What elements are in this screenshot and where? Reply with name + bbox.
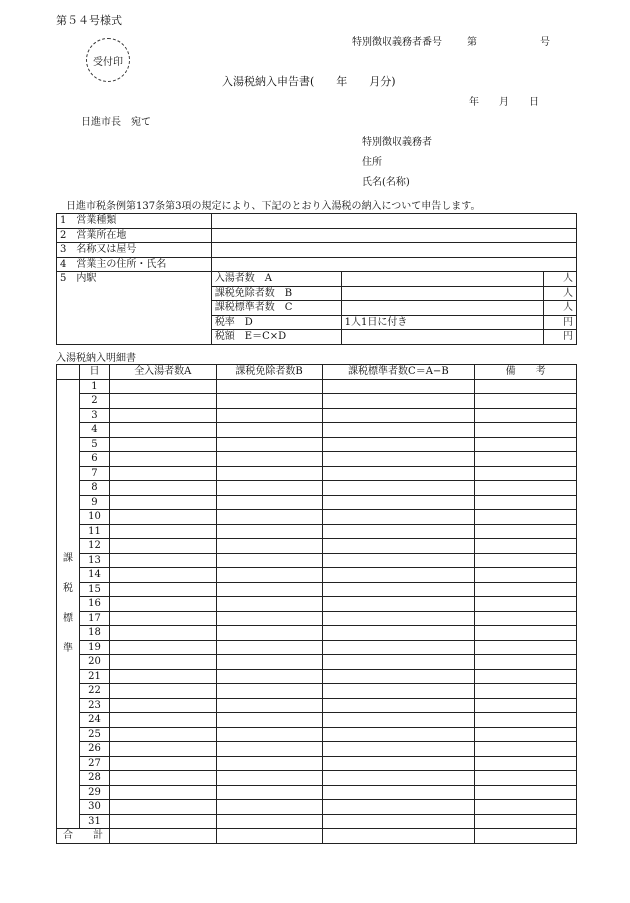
column-header: 全入湯者数A bbox=[109, 365, 216, 380]
day-number: 21 bbox=[79, 669, 109, 684]
day-value-cell[interactable] bbox=[475, 771, 577, 786]
day-row bbox=[57, 611, 577, 626]
day-value-cell[interactable] bbox=[322, 698, 475, 713]
day-row bbox=[57, 510, 577, 525]
day-row bbox=[57, 408, 577, 423]
day-value-cell[interactable] bbox=[216, 408, 322, 423]
day-value-cell[interactable] bbox=[216, 466, 322, 481]
day-value-cell[interactable] bbox=[216, 640, 322, 655]
day-value-cell[interactable] bbox=[109, 785, 216, 800]
total-value-cell[interactable] bbox=[109, 829, 216, 844]
day-value-cell[interactable] bbox=[109, 640, 216, 655]
day-number: 9 bbox=[79, 495, 109, 510]
collector-number-suffix: 号 bbox=[540, 37, 550, 48]
day-value-cell[interactable] bbox=[322, 379, 475, 394]
day-value-cell[interactable] bbox=[216, 727, 322, 742]
day-value-cell[interactable] bbox=[475, 669, 577, 684]
day-value-cell[interactable] bbox=[475, 408, 577, 423]
breakdown-note[interactable] bbox=[341, 272, 543, 287]
day-value-cell[interactable] bbox=[475, 756, 577, 771]
day-number: 1 bbox=[79, 379, 109, 394]
column-header: 日 bbox=[79, 365, 109, 380]
day-value-cell[interactable] bbox=[322, 452, 475, 467]
breakdown-unit: 円 bbox=[544, 330, 577, 345]
column-header: 備 考 bbox=[475, 365, 577, 380]
summary-row bbox=[57, 243, 577, 258]
summary-table bbox=[56, 213, 577, 345]
day-value-cell[interactable] bbox=[475, 568, 577, 583]
day-row bbox=[57, 452, 577, 467]
day-number: 30 bbox=[79, 800, 109, 815]
breakdown-unit: 人 bbox=[544, 272, 577, 287]
day-value-cell[interactable] bbox=[475, 553, 577, 568]
day-value-cell[interactable] bbox=[322, 481, 475, 496]
side-label-char: 準 bbox=[62, 642, 73, 654]
day-number: 19 bbox=[79, 640, 109, 655]
day-row bbox=[57, 713, 577, 728]
total-row bbox=[57, 829, 577, 844]
form-title: 入湯税納入申告書( 年 月分) bbox=[222, 75, 396, 88]
day-value-cell[interactable] bbox=[475, 597, 577, 612]
day-number: 5 bbox=[79, 437, 109, 452]
day-row bbox=[57, 466, 577, 481]
day-value-cell[interactable] bbox=[322, 408, 475, 423]
day-value-cell[interactable] bbox=[475, 524, 577, 539]
day-number: 16 bbox=[79, 597, 109, 612]
day-number: 11 bbox=[79, 524, 109, 539]
day-value-cell[interactable] bbox=[216, 800, 322, 815]
day-value-cell[interactable] bbox=[475, 785, 577, 800]
day-value-cell[interactable] bbox=[216, 437, 322, 452]
detail-title: 入湯税納入明細書 bbox=[56, 353, 136, 364]
summary-value-field[interactable] bbox=[211, 214, 576, 229]
day-value-cell[interactable] bbox=[322, 466, 475, 481]
summary-value-field[interactable] bbox=[211, 257, 576, 272]
day-row bbox=[57, 597, 577, 612]
day-value-cell[interactable] bbox=[475, 800, 577, 815]
day-value-cell[interactable] bbox=[475, 437, 577, 452]
day-number: 3 bbox=[79, 408, 109, 423]
total-label: 合 計 bbox=[57, 829, 110, 844]
day-value-cell[interactable] bbox=[475, 582, 577, 597]
day-number: 10 bbox=[79, 510, 109, 525]
day-value-cell[interactable] bbox=[216, 814, 322, 829]
summary-row bbox=[57, 228, 577, 243]
day-row bbox=[57, 785, 577, 800]
breakdown-unit: 人 bbox=[544, 286, 577, 301]
breakdown-note[interactable] bbox=[341, 286, 543, 301]
day-value-cell[interactable] bbox=[322, 510, 475, 525]
day-value-cell[interactable] bbox=[109, 408, 216, 423]
day-value-cell[interactable] bbox=[216, 742, 322, 757]
summary-label bbox=[57, 257, 212, 272]
day-value-cell[interactable] bbox=[322, 394, 475, 409]
day-value-cell[interactable] bbox=[475, 742, 577, 757]
day-value-cell[interactable] bbox=[475, 510, 577, 525]
day-number: 8 bbox=[79, 481, 109, 496]
day-value-cell[interactable] bbox=[322, 684, 475, 699]
day-value-cell[interactable] bbox=[216, 698, 322, 713]
day-value-cell[interactable] bbox=[216, 597, 322, 612]
day-value-cell[interactable] bbox=[475, 394, 577, 409]
day-value-cell[interactable] bbox=[109, 611, 216, 626]
day-row bbox=[57, 684, 577, 699]
day-row bbox=[57, 394, 577, 409]
day-value-cell[interactable] bbox=[216, 785, 322, 800]
date-line: 年 月 日 bbox=[469, 97, 539, 108]
day-number: 31 bbox=[79, 814, 109, 829]
day-number: 12 bbox=[79, 539, 109, 554]
day-value-cell[interactable] bbox=[216, 655, 322, 670]
day-row bbox=[57, 524, 577, 539]
detail-table bbox=[56, 364, 577, 844]
day-value-cell[interactable] bbox=[216, 495, 322, 510]
row-number: 2 bbox=[60, 229, 67, 241]
day-number: 24 bbox=[79, 713, 109, 728]
form-number: 第５４号様式 bbox=[56, 14, 122, 27]
day-value-cell[interactable] bbox=[216, 452, 322, 467]
summary-value-field[interactable] bbox=[211, 228, 576, 243]
day-number: 26 bbox=[79, 742, 109, 757]
day-value-cell[interactable] bbox=[322, 437, 475, 452]
day-value-cell[interactable] bbox=[109, 771, 216, 786]
summary-label bbox=[57, 228, 212, 243]
day-value-cell[interactable] bbox=[322, 423, 475, 438]
day-value-cell[interactable] bbox=[109, 626, 216, 641]
breakdown-unit: 人 bbox=[544, 301, 577, 316]
day-value-cell[interactable] bbox=[475, 611, 577, 626]
day-value-cell[interactable] bbox=[322, 669, 475, 684]
day-value-cell[interactable] bbox=[322, 539, 475, 554]
summary-label bbox=[57, 214, 212, 229]
summary-label bbox=[57, 272, 212, 345]
day-number: 28 bbox=[79, 771, 109, 786]
day-number: 15 bbox=[79, 582, 109, 597]
day-value-cell[interactable] bbox=[322, 524, 475, 539]
day-value-cell[interactable] bbox=[322, 771, 475, 786]
side-header-cell bbox=[57, 365, 80, 380]
day-value-cell[interactable] bbox=[216, 423, 322, 438]
day-value-cell[interactable] bbox=[109, 379, 216, 394]
total-value-cell[interactable] bbox=[322, 829, 475, 844]
day-row bbox=[57, 582, 577, 597]
day-value-cell[interactable] bbox=[475, 539, 577, 554]
day-value-cell[interactable] bbox=[216, 481, 322, 496]
day-row bbox=[57, 800, 577, 815]
day-row bbox=[57, 481, 577, 496]
day-value-cell[interactable] bbox=[109, 698, 216, 713]
day-row bbox=[57, 655, 577, 670]
day-row bbox=[57, 640, 577, 655]
day-value-cell[interactable] bbox=[216, 539, 322, 554]
day-number: 27 bbox=[79, 756, 109, 771]
day-value-cell[interactable] bbox=[475, 466, 577, 481]
day-row bbox=[57, 539, 577, 554]
day-value-cell[interactable] bbox=[322, 640, 475, 655]
breakdown-label: 課税免除者数 B bbox=[211, 286, 341, 301]
day-number: 18 bbox=[79, 626, 109, 641]
day-value-cell[interactable] bbox=[322, 582, 475, 597]
row-label: 営業種類 bbox=[76, 215, 117, 227]
day-value-cell[interactable] bbox=[109, 495, 216, 510]
summary-row bbox=[57, 257, 577, 272]
day-value-cell[interactable] bbox=[475, 481, 577, 496]
day-row bbox=[57, 379, 577, 394]
day-value-cell[interactable] bbox=[216, 626, 322, 641]
day-number: 13 bbox=[79, 553, 109, 568]
row-label: 営業所在地 bbox=[76, 229, 127, 241]
day-value-cell[interactable] bbox=[216, 379, 322, 394]
day-value-cell[interactable] bbox=[475, 452, 577, 467]
row-number: 1 bbox=[60, 215, 67, 227]
day-value-cell[interactable] bbox=[322, 553, 475, 568]
day-value-cell[interactable] bbox=[322, 568, 475, 583]
column-header: 課税免除者数B bbox=[216, 365, 322, 380]
day-value-cell[interactable] bbox=[475, 423, 577, 438]
day-number: 22 bbox=[79, 684, 109, 699]
collector-label: 特別徴収義務者 bbox=[362, 137, 432, 148]
day-value-cell[interactable] bbox=[475, 379, 577, 394]
row-label: 名称又は屋号 bbox=[76, 244, 137, 256]
day-value-cell[interactable] bbox=[322, 800, 475, 815]
breakdown-label: 課税標準者数 C bbox=[211, 301, 341, 316]
day-value-cell[interactable] bbox=[109, 510, 216, 525]
day-value-cell[interactable] bbox=[109, 452, 216, 467]
day-value-cell[interactable] bbox=[322, 611, 475, 626]
day-value-cell[interactable] bbox=[216, 510, 322, 525]
day-value-cell[interactable] bbox=[109, 466, 216, 481]
day-value-cell[interactable] bbox=[475, 684, 577, 699]
day-value-cell[interactable] bbox=[322, 814, 475, 829]
day-number: 6 bbox=[79, 452, 109, 467]
day-value-cell[interactable] bbox=[322, 785, 475, 800]
day-value-cell[interactable] bbox=[109, 524, 216, 539]
receipt-stamp bbox=[86, 38, 130, 82]
day-value-cell[interactable] bbox=[216, 568, 322, 583]
day-number: 25 bbox=[79, 727, 109, 742]
day-value-cell[interactable] bbox=[109, 437, 216, 452]
day-value-cell[interactable] bbox=[322, 742, 475, 757]
day-row bbox=[57, 553, 577, 568]
day-number: 23 bbox=[79, 698, 109, 713]
breakdown-note[interactable] bbox=[341, 301, 543, 316]
day-value-cell[interactable] bbox=[322, 626, 475, 641]
collector-address-label: 住所 bbox=[362, 157, 382, 168]
side-label bbox=[57, 379, 80, 829]
day-number: 2 bbox=[79, 394, 109, 409]
total-value-cell[interactable] bbox=[475, 829, 577, 844]
row-label: 営業主の住所・氏名 bbox=[76, 258, 167, 270]
day-value-cell[interactable] bbox=[322, 713, 475, 728]
row-label: 内駅 bbox=[76, 273, 97, 284]
detail-header-row bbox=[57, 365, 577, 380]
side-label-char: 標 bbox=[62, 612, 73, 624]
day-value-cell[interactable] bbox=[109, 423, 216, 438]
side-label-char: 税 bbox=[62, 582, 73, 594]
day-value-cell[interactable] bbox=[109, 481, 216, 496]
day-value-cell[interactable] bbox=[216, 582, 322, 597]
day-value-cell[interactable] bbox=[216, 524, 322, 539]
day-value-cell[interactable] bbox=[322, 597, 475, 612]
day-row bbox=[57, 437, 577, 452]
collector-name-label: 氏名(名称) bbox=[362, 177, 410, 188]
day-value-cell[interactable] bbox=[216, 756, 322, 771]
day-value-cell[interactable] bbox=[322, 655, 475, 670]
breakdown-note[interactable] bbox=[341, 330, 543, 345]
day-value-cell[interactable] bbox=[109, 800, 216, 815]
day-row bbox=[57, 568, 577, 583]
day-value-cell[interactable] bbox=[109, 684, 216, 699]
day-value-cell[interactable] bbox=[322, 727, 475, 742]
breakdown-label: 税率 D bbox=[211, 315, 341, 330]
receipt-stamp-label: 受付印 bbox=[93, 56, 123, 68]
day-number: 20 bbox=[79, 655, 109, 670]
day-value-cell[interactable] bbox=[216, 394, 322, 409]
day-number: 4 bbox=[79, 423, 109, 438]
breakdown-unit: 円 bbox=[544, 315, 577, 330]
day-value-cell[interactable] bbox=[322, 495, 475, 510]
day-row bbox=[57, 626, 577, 641]
day-value-cell[interactable] bbox=[109, 727, 216, 742]
breakdown-label: 税額 E＝C×D bbox=[211, 330, 341, 345]
day-value-cell[interactable] bbox=[475, 727, 577, 742]
day-value-cell[interactable] bbox=[109, 669, 216, 684]
statement: 日進市税条例第137条第3項の規定により、下記のとおり入湯税の納入について申告します。 bbox=[66, 201, 481, 212]
day-value-cell[interactable] bbox=[109, 539, 216, 554]
breakdown-label: 入湯者数 A bbox=[211, 272, 341, 287]
day-value-cell[interactable] bbox=[475, 698, 577, 713]
day-value-cell[interactable] bbox=[475, 626, 577, 641]
day-value-cell[interactable] bbox=[216, 771, 322, 786]
breakdown-row bbox=[57, 272, 577, 287]
day-value-cell[interactable] bbox=[475, 713, 577, 728]
breakdown-note[interactable]: 1人1日に付き bbox=[341, 315, 543, 330]
day-value-cell[interactable] bbox=[475, 640, 577, 655]
day-value-cell[interactable] bbox=[109, 655, 216, 670]
day-value-cell[interactable] bbox=[216, 713, 322, 728]
collector-number-label: 特別徴収義務者番号 bbox=[352, 37, 442, 48]
day-row bbox=[57, 771, 577, 786]
day-row bbox=[57, 756, 577, 771]
day-number: 17 bbox=[79, 611, 109, 626]
day-row bbox=[57, 698, 577, 713]
day-row bbox=[57, 495, 577, 510]
day-number: 29 bbox=[79, 785, 109, 800]
day-value-cell[interactable] bbox=[109, 742, 216, 757]
day-row bbox=[57, 814, 577, 829]
day-value-cell[interactable] bbox=[216, 684, 322, 699]
day-row bbox=[57, 727, 577, 742]
day-value-cell[interactable] bbox=[109, 756, 216, 771]
day-value-cell[interactable] bbox=[216, 611, 322, 626]
day-row bbox=[57, 742, 577, 757]
day-value-cell[interactable] bbox=[216, 553, 322, 568]
day-value-cell[interactable] bbox=[109, 553, 216, 568]
day-value-cell[interactable] bbox=[109, 713, 216, 728]
day-row bbox=[57, 669, 577, 684]
day-value-cell[interactable] bbox=[322, 756, 475, 771]
day-value-cell[interactable] bbox=[475, 655, 577, 670]
row-number: 3 bbox=[60, 244, 67, 256]
summary-row bbox=[57, 214, 577, 229]
row-number: 5 bbox=[60, 273, 67, 284]
day-value-cell[interactable] bbox=[475, 495, 577, 510]
collector-number-prefix: 第 bbox=[467, 37, 477, 48]
row-number: 4 bbox=[60, 258, 67, 270]
summary-value-field[interactable] bbox=[211, 243, 576, 258]
day-number: 14 bbox=[79, 568, 109, 583]
day-value-cell[interactable] bbox=[109, 394, 216, 409]
day-value-cell[interactable] bbox=[109, 814, 216, 829]
addressee: 日進市長 宛て bbox=[81, 117, 151, 128]
day-value-cell[interactable] bbox=[109, 582, 216, 597]
day-value-cell[interactable] bbox=[475, 814, 577, 829]
total-value-cell[interactable] bbox=[216, 829, 322, 844]
day-value-cell[interactable] bbox=[109, 568, 216, 583]
day-number: 7 bbox=[79, 466, 109, 481]
day-row bbox=[57, 423, 577, 438]
day-value-cell[interactable] bbox=[109, 597, 216, 612]
side-label-char: 課 bbox=[62, 552, 73, 564]
day-value-cell[interactable] bbox=[216, 669, 322, 684]
column-header: 課税標準者数C＝A−B bbox=[322, 365, 475, 380]
summary-label bbox=[57, 243, 212, 258]
